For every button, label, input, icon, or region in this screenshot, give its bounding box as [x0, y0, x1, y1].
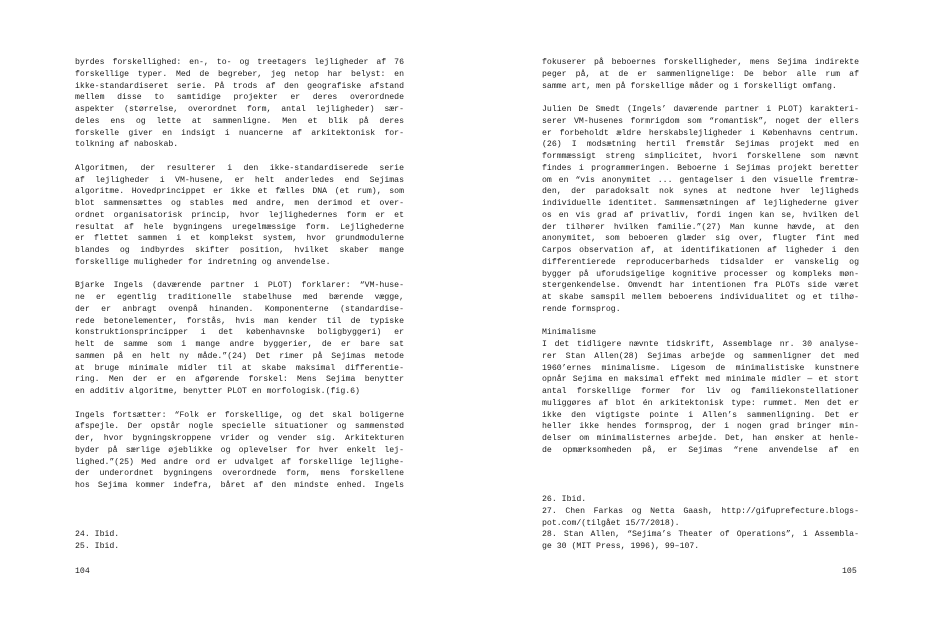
paragraph — [542, 327, 859, 456]
footnote — [542, 494, 859, 506]
text-line: mellem disse to samtidige projekter er deres overordnede — [75, 93, 404, 103]
text-line: hos Sejima kommer indefra, båret af den mindste enhed. Ingels — [75, 481, 404, 490]
footnote-line: pot.com/(tilgået 15/7/2018). — [542, 518, 680, 528]
text-line: lighed.”(25) Med andre ord er udvalget af forskellige lejlighe- — [75, 457, 404, 467]
text-line: aspekter (størrelse, overordnet form, antal lejligheder) sær- — [75, 105, 404, 114]
text-line: af lejligheder i VM-husene, er helt anderledes end Sejimas — [75, 175, 404, 185]
footnote-line: 28. Stan Allen, “Sejima’s Theater of Operations”, i Assembla- — [542, 530, 859, 540]
paragraph — [75, 280, 404, 398]
text-line: rende formsprog. — [542, 304, 621, 314]
text-line: algoritme. Hovedprincippet er ikke et fælles DNA (et rum), som — [75, 187, 404, 197]
text-line: ikke den vigtigste pointe i Allen’s sammenligning. Det er — [542, 410, 859, 420]
footnote — [542, 529, 859, 553]
text-line: byrdes forskellighed: en-, to- og treetagers lejligheder af 76 — [75, 58, 404, 67]
text-line: Ingels fortsætter: “Folk er forskellige, og det skal boligerne — [75, 410, 404, 420]
page-number-left: 104 — [75, 567, 90, 576]
text-line: er flettet sammen i et komplekst system, hvor grundmodulerne — [75, 234, 404, 244]
text-line: den, der paradoksalt nok synes at nedtone hver lejligheds — [542, 187, 859, 197]
footnote-line: ge 30 (MIT Press, 1996), 99–107. — [542, 542, 700, 551]
text-line: fokuserer på beboernes forskelligheder, mens Sejima indirekte — [542, 58, 859, 67]
text-line: der, hvor bygningskroppene vrider og vender sig. Arkitekturen — [75, 434, 404, 443]
footnote-line: 26. Ibid. — [542, 495, 587, 504]
text-line: ordnet organisatorisk princip, hvor lejlighedernes form er et — [75, 210, 404, 220]
footnote — [542, 506, 859, 530]
text-line: Julien De Smedt (Ingels’ daværende partner i PLOT) karakteri- — [542, 105, 859, 114]
text-line: tolkning af naboskab. — [75, 140, 179, 150]
text-line: blot sammensættes og stables med andre, men derimod et over- — [75, 199, 404, 208]
text-line: findes i programmeringen. Beboerne i Sejimas projekt beretter — [542, 163, 859, 173]
footnote-line: 25. Ibid. — [75, 541, 120, 551]
left-body-text — [75, 57, 404, 504]
text-line: opnår Sejima en maksimal effekt med minimale midler — et stort — [542, 375, 859, 385]
text-line: anonymitet, som beboeren glæder sig over, flugter fint med — [542, 234, 859, 244]
text-line: delser om minimalisternes arbejde. Det, han ønsker at henle- — [542, 434, 859, 443]
right-body-text — [542, 57, 859, 468]
text-line: de opmærksomheden på, er Sejimas “rene anvendelse af en — [542, 445, 859, 455]
text-line: forskellige muligheder for indretning og anvendelse. — [75, 257, 331, 267]
page-number-right: 105 — [842, 567, 857, 576]
footnote — [75, 541, 404, 553]
right-footnotes — [542, 494, 859, 553]
footnote-line: 24. Ibid. — [75, 530, 120, 539]
text-line: der er anbragt ovenpå hinanden. Komponenterne (standardise- — [75, 304, 404, 314]
text-line: serer VM-husenes formrigdom som “romantisk”, noget der ellers — [542, 116, 859, 126]
text-line: ring. Men der er en afgørende forskel: Mens Sejima benytter — [75, 375, 404, 385]
text-line: byder på særlige øjeblikke og oplevelser for hver enkelt lej- — [75, 445, 404, 455]
text-line: deles ens og lette at sammenligne. Men et blik på deres — [75, 116, 404, 126]
text-line: at skabe samspil mellem beboerens individualitet og et tilhø- — [542, 293, 859, 302]
paragraph — [75, 57, 404, 151]
text-line: der tilhører hvilken familie.”(27) Man kunne hævde, at den — [542, 222, 859, 232]
text-line: stergenkendelse. Omvendt har intentionen fra PLOTs side været — [542, 281, 859, 291]
text-line: Carpos observation af, at identifikationen af ligheder i den — [542, 246, 859, 255]
paragraph — [542, 104, 859, 316]
section-heading: Minimalisme — [542, 328, 597, 338]
text-line: forskellige typer. Med de begreber, jeg netop har belyst: en — [75, 69, 404, 79]
text-line: er forbeholdt ældre herskabslejligheder i Københavns centrum. — [542, 128, 859, 138]
text-line: at bruge minimale midler til at skabe maksimal differentie- — [75, 363, 404, 373]
text-line: heller ikke hendes formsprog, der i nogen grad bringer min- — [542, 422, 859, 432]
text-line: (26) I modsætning hertil fremstår Sejimas projekt med en — [542, 140, 859, 150]
text-line: muliggøres af blot én arkitektonisk type: rummet. Men det er — [542, 398, 859, 408]
text-line: individuelle identitet. Sammensætningen af lejlighederne giver — [542, 199, 859, 208]
text-line: 1960’ernes minimalisme. Ligesom de minimalistiske kunstnere — [542, 363, 859, 373]
paragraph — [75, 410, 404, 492]
paragraph — [542, 57, 859, 92]
text-line: rede betonelementer, forstås, hvis man kender til de typiske — [75, 316, 404, 326]
text-line: Algoritmen, der resulterer i den ikke-standardiserede serie — [75, 163, 404, 173]
text-line: bygger på uforudsigelige kognitive processer og kompleks møn- — [542, 269, 859, 279]
text-line: ikke-standardiseret serie. På trods af den geografiske afstand — [75, 81, 404, 91]
footnote — [75, 529, 404, 541]
paragraph — [75, 163, 404, 269]
text-line: differentierede reproducerbarheds tidsalder er vanskelig og — [542, 257, 859, 267]
text-line: resultat af hele bygningens uregelmæssige form. Lejlighederne — [75, 222, 404, 232]
footnote-line: 27. Chen Farkas og Netta Gaash, http://gifuprefecture.blogs- — [542, 506, 859, 516]
text-line: antal forskellige former for liv og familiekonstellationer — [542, 387, 859, 396]
text-line: peger på, at de er sammenlignelige: De bebor alle rum af — [542, 69, 859, 79]
left-footnotes — [75, 529, 404, 553]
right-page — [467, 0, 935, 624]
text-line: Bjarke Ingels (daværende partner i PLOT) forklarer: “VM-huse- — [75, 281, 404, 291]
text-line: om en “vis anonymitet ... gentagelser i den visuelle fremtræ- — [542, 175, 859, 185]
text-line: rer Stan Allen(28) Sejimas arbejde og sammenligner det med — [542, 351, 859, 361]
text-line: I det tidligere nævnte tidskrift, Assemblage nr. 30 analyse- — [542, 340, 859, 349]
left-page — [0, 0, 467, 624]
text-line: sammen på en helt ny måde.”(24) Det rimer på Sejimas metode — [75, 351, 404, 361]
text-line: forskelle giver en indsigt i nuancerne af arkitektonisk for- — [75, 128, 404, 138]
text-line: formmæssigt streng simplicitet, hvori forskellene som nævnt — [542, 152, 859, 161]
text-line: en additiv algoritme, benytter PLOT en morfologisk.(fig.6) — [75, 387, 360, 396]
text-line: ne er egentlig traditionelle stabelhuse med bærende vægge, — [75, 293, 404, 302]
text-line: konstruktionsprincipper i det københavnske boligbyggeri) er — [75, 328, 404, 338]
text-line: samme art, men på forskellige måder og i forskelligt omfang. — [542, 81, 837, 91]
text-line: os en vis grad af privatliv, fordi ingen kan se, hvilken del — [542, 210, 859, 220]
text-line: blandes og indbyrdes skifter position, hvilket skaber mange — [75, 246, 404, 255]
text-line: afspejle. Der opstår nogle specielle situationer og sammenstød — [75, 422, 404, 432]
text-line: der underordnet bygningens overordnede form, mens forskellene — [75, 469, 404, 479]
text-line: helt de samme som i mange andre byggerier, de er bare sat — [75, 340, 404, 349]
